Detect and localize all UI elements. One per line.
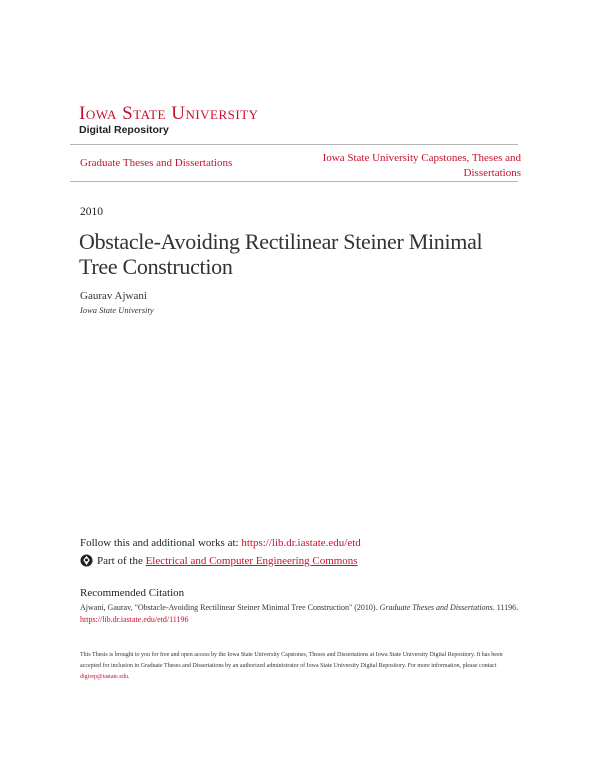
logo-repository-name: Digital Repository — [79, 124, 169, 136]
repository-url-link[interactable]: https://lib.dr.iastate.edu/etd — [241, 537, 361, 549]
collection-link[interactable]: Graduate Theses and Dissertations — [80, 157, 233, 169]
follow-text: Follow this and additional works at: — [80, 537, 239, 549]
commons-network-icon — [80, 554, 93, 567]
citation-text — [80, 602, 525, 626]
author-affiliation: Iowa State University — [80, 305, 154, 315]
recommended-citation-heading: Recommended Citation — [80, 587, 185, 599]
contact-email-link[interactable]: digirep@iastate.edu — [80, 674, 129, 680]
header-top-divider — [70, 144, 518, 145]
citation-body: Ajwani, Gaurav, "Obstacle-Avoiding Rectilinear Steiner Minimal Tree Construction" (2010). — [80, 603, 378, 612]
part-of-line — [80, 554, 358, 567]
header-bottom-divider — [70, 181, 518, 182]
logo-university-name: Iowa State University — [79, 103, 259, 124]
follow-line — [80, 537, 361, 549]
university-logo[interactable] — [79, 104, 259, 136]
access-statement — [80, 650, 525, 683]
document-title: Obstacle-Avoiding Rectilinear Steiner Minimal Tree Construction — [79, 229, 483, 279]
part-of-text: Part of the — [97, 554, 143, 567]
access-statement-end: . — [128, 674, 130, 680]
commons-link[interactable]: Electrical and Computer Engineering Commons — [145, 554, 358, 567]
author-name: Gaurav Ajwani — [80, 290, 147, 302]
series-link[interactable]: Iowa State University Capstones, Theses and Dissertations — [322, 152, 521, 179]
citation-number: . 11196. — [492, 603, 519, 612]
access-statement-text: This Thesis is brought to you for free and open access by the Iowa State University Capstones, Theses and Dissertations at Iowa State University Digital Repository. It has been accepted for inclusion in Graduate Theses and Dissertations by an authorized administrator of Iowa State University Digital Repository. For more information, please contact — [80, 652, 503, 669]
citation-journal: Graduate Theses and Dissertations — [379, 603, 493, 612]
citation-url-link[interactable]: https://lib.dr.iastate.edu/etd/11196 — [80, 615, 189, 624]
publication-year: 2010 — [80, 206, 103, 218]
